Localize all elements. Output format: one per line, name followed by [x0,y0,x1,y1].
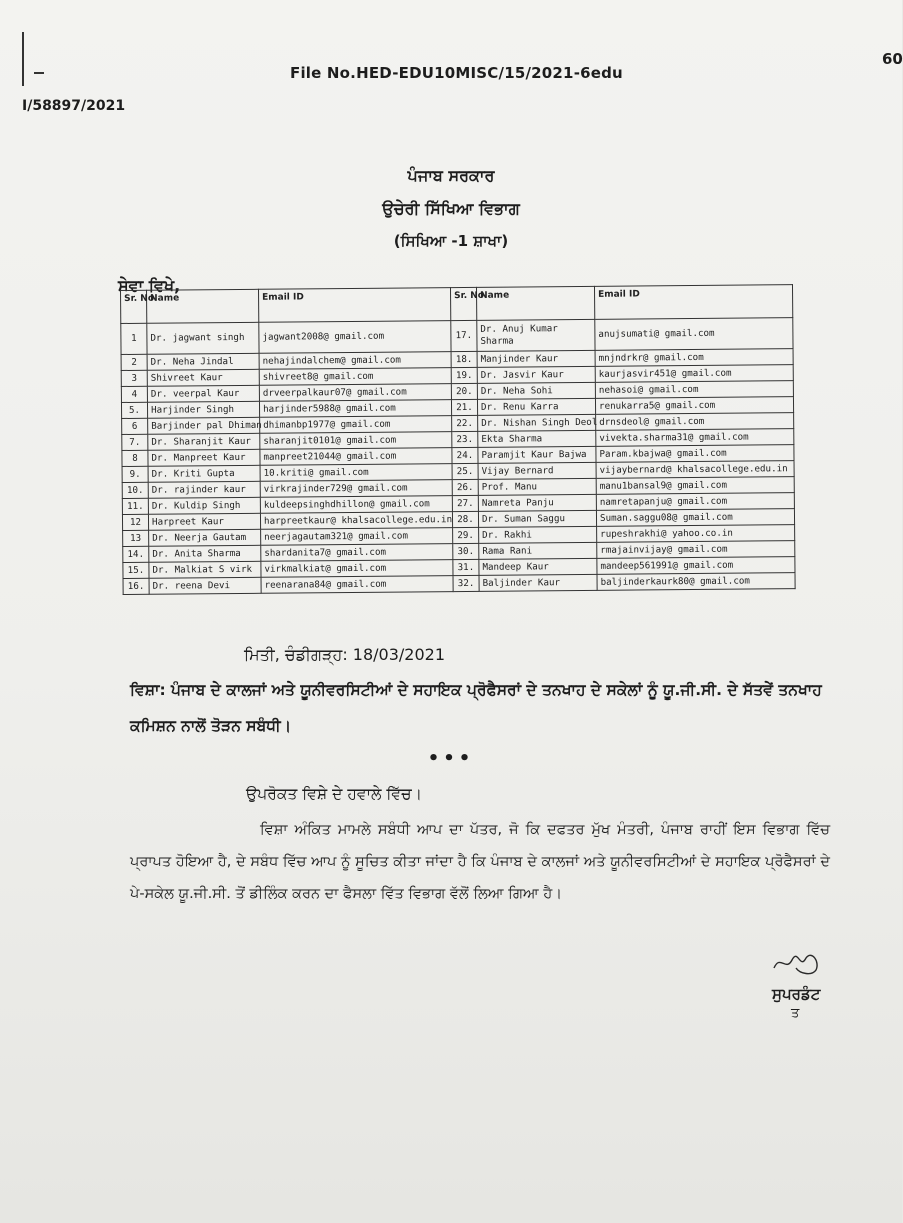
right-name-cell: Dr. Suman Saggu [478,510,596,527]
right-sr-cell: 19. [451,367,477,383]
right-name-cell: Dr. Jasvir Kaur [477,366,595,383]
left-sr-cell: 15. [123,562,149,578]
left-sr-cell: 1 [121,323,147,354]
right-name-cell: Dr. Neha Sohi [477,382,595,399]
left-email-cell: nehajindalchem@ gmail.com [259,352,451,370]
left-email-cell: harjinder5988@ gmail.com [259,400,451,418]
subject: ਵਿਸ਼ਾ: ਪੰਜਾਬ ਦੇ ਕਾਲਜਾਂ ਅਤੇ ਯੂਨੀਵਰਸਿਟੀਆਂ ਦੇ ਸਹਾਇਕ ਪ੍ਰੋਫੈਸਰਾਂ ਦੇ ਤਨਖਾਹ ਦੇ ਸਕੇਲਾਂ ਨੂੰ ਯੂ.ਜੀ.ਸੀ. ਦੇ ਸੱਤਵੇਂ ਤਨਖਾਹ ਕਮਿਸ਼ਨ ਨਾਲੋਂ ਤੋੜਨ ਸਬੰਧੀ। [130,681,822,735]
left-sr-cell: 12 [122,514,148,530]
right-name-cell: Rama Rani [479,542,597,559]
right-name-cell: Mandeep Kaur [479,558,597,575]
right-sr-cell: 23. [452,431,478,447]
right-name-cell: Namreta Panju [478,494,596,511]
left-name-cell: Harpreet Kaur [148,513,260,530]
right-sr-cell: 22. [452,415,478,431]
left-sr-cell: 5. [121,402,147,418]
left-email-cell: jagwant2008@ gmail.com [259,321,451,354]
left-email-cell: kuldeepsinghdhillon@ gmail.com [260,496,452,514]
right-sr-cell: 20. [451,383,477,399]
right-email-cell: drnsdeol@ gmail.com [596,413,794,431]
left-name-cell: Dr. rajinder kaur [148,481,260,498]
left-email-cell: neerjagautam321@ gmail.com [261,528,453,546]
left-name-cell: Dr. Malkiat S virk [149,561,261,578]
initial-mark: ਤ [791,1006,800,1021]
right-email-cell: namretapanju@ gmail.com [596,493,794,511]
left-name-cell: Dr. jagwant singh [147,322,259,354]
right-email-cell: mandeep561991@ gmail.com [597,557,795,575]
right-name-cell: Vijay Bernard [478,462,596,479]
left-sr-cell: 16. [123,578,149,594]
left-email-cell: shivreet8@ gmail.com [259,368,451,386]
right-sr-cell: 26. [452,479,478,495]
salutation: ਸੇਵਾ ਵਿਖੇ, [118,276,181,295]
right-sr-cell: 25. [452,463,478,479]
right-email-cell: vijaybernard@ khalsacollege.edu.in [596,461,794,479]
right-name-cell: Paramjit Kaur Bajwa [478,446,596,463]
right-email-cell: Suman.saggu08@ gmail.com [596,509,794,527]
left-name-cell: Dr. Manpreet Kaur [148,449,260,466]
left-email-cell: dhimanbp1977@ gmail.com [260,416,452,434]
header-name: Name [147,289,259,323]
left-name-cell: Dr. reena Devi [149,577,261,594]
header-email: Email ID [594,285,792,320]
right-email-cell: nehasoi@ gmail.com [595,381,793,399]
margin-mark [22,32,24,86]
right-name-cell: Dr. Rakhi [479,526,597,543]
left-sr-cell: 9. [122,466,148,482]
header-sr: Sr. No. [450,287,476,320]
left-sr-cell: 14. [123,546,149,562]
right-email-cell: manu1bansal9@ gmail.com [596,477,794,495]
right-email-cell: renukarra5@ gmail.com [595,397,793,415]
left-name-cell: Dr. Kriti Gupta [148,465,260,482]
left-email-cell: shardanita7@ gmail.com [261,544,453,562]
right-name-cell: Baljinder Kaur [479,574,597,591]
right-sr-cell: 18. [451,351,477,367]
right-sr-cell: 21. [451,399,477,415]
left-name-cell: Dr. Neha Jindal [147,353,259,370]
left-email-cell: 10.kriti@ gmail.com [260,464,452,482]
department-title: ਉਚੇਰੀ ਸਿੱਖਿਆ ਵਿਭਾਗ [382,199,520,218]
left-name-cell: Shivreet Kaur [147,369,259,386]
body-paragraph [130,814,830,910]
left-sr-cell: 7. [122,434,148,450]
right-email-cell: mnjndrkr@ gmail.com [595,349,793,367]
right-email-cell: Param.kbajwa@ gmail.com [596,445,794,463]
left-sr-cell: 6 [122,418,148,434]
designation: ਸੁਪਰਡੰਟ [772,985,821,1003]
right-email-cell: rmajainvijay@ gmail.com [597,541,795,559]
right-sr-cell: 29. [453,527,479,543]
left-sr-cell: 2 [121,354,147,370]
page-number: 60 [882,50,903,68]
right-sr-cell: 24. [452,447,478,463]
left-email-cell: virkrajinder729@ gmail.com [260,480,452,498]
left-email-cell: virkmalkiat@ gmail.com [261,560,453,578]
reference-line: ਉਪਰੋਕਤ ਵਿਸ਼ੇ ਦੇ ਹਵਾਲੇ ਵਿੱਚ। [246,785,423,803]
right-name-cell: Dr. Nishan Singh Deol [478,414,596,431]
margin-mark [34,72,44,74]
left-name-cell: Dr. Kuldip Singh [148,497,260,514]
right-sr-cell: 27. [452,495,478,511]
right-sr-cell: 17. [451,320,477,351]
government-title: ਪੰਜਾਬ ਸਰਕਾਰ [407,166,495,185]
table-body [121,318,795,595]
right-email-cell: anujsumati@ gmail.com [595,318,793,351]
left-name-cell: Barjinder pal Dhiman [148,417,260,434]
reference-number: I/58897/2021 [22,98,126,114]
right-email-cell: baljinderkaurk80@ gmail.com [597,573,795,591]
left-sr-cell: 13 [123,530,149,546]
left-sr-cell: 8 [122,450,148,466]
right-name-cell: Dr. Renu Karra [477,398,595,415]
left-email-cell: manpreet21044@ gmail.com [260,448,452,466]
separator: ••• [427,748,475,769]
left-email-cell: sharanjit0101@ gmail.com [260,432,452,450]
left-email-cell: reenarana84@ gmail.com [261,576,453,594]
right-sr-cell: 32. [453,575,479,591]
left-sr-cell: 10. [122,482,148,498]
header-email: Email ID [258,288,450,323]
right-name-cell: Prof. Manu [478,478,596,495]
left-sr-cell: 3 [121,370,147,386]
left-name-cell: Dr. Anita Sharma [149,545,261,562]
left-sr-cell: 4 [121,386,147,402]
left-name-cell: Dr. veerpal Kaur [147,385,259,402]
left-name-cell: Dr. Sharanjit Kaur [148,433,260,450]
left-name-cell: Harjinder Singh [147,401,259,418]
right-email-cell: kaurjasvir451@ gmail.com [595,365,793,383]
right-email-cell: rupeshrakhi@ yahoo.co.in [597,525,795,543]
header-name: Name [476,286,594,320]
date-line: ਮਿਤੀ, ਚੰਡੀਗੜ੍ਹ: 18/03/2021 [244,645,446,664]
right-sr-cell: 30. [453,543,479,559]
right-sr-cell: 31. [453,559,479,575]
right-name-cell: Ekta Sharma [478,430,596,447]
branch-title: (ਸਿਖਿਆ -1 ਸ਼ਾਖਾ) [393,232,509,250]
body-text: ਵਿਸ਼ਾ ਅੰਕਿਤ ਮਾਮਲੇ ਸਬੰਧੀ ਆਪ ਦਾ ਪੱਤਰ, ਜੋ ਕਿ ਦਫਤਰ ਮੁੱਖ ਮੰਤਰੀ, ਪੰਜਾਬ ਰਾਹੀਂ ਇਸ ਵਿਭਾਗ ਵਿੱਚ ਪ੍ਰਾਪਤ ਹੋਇਆ ਹੈ, ਦੇ ਸਬੰਧ ਵਿੱਚ ਆਪ ਨੂੰ ਸੂਚਿਤ ਕੀਤਾ ਜਾਂਦਾ ਹੈ ਕਿ ਪੰਜਾਬ ਦੇ ਕਾਲਜਾਂ ਅਤੇ ਯੂਨੀਵਰਸਿਟੀਆਂ ਦੇ ਸਹਾਇਕ ਪ੍ਰੋਫੈਸਰਾਂ ਦੇ ਪੇ-ਸਕੇਲ ਯੂ.ਜੀ.ਸੀ. ਤੋਂ ਡੀਲਿੰਕ ਕਰਨ ਦਾ ਫੈਸਲਾ ਵਿੱਤ ਵਿਭਾਗ ਵੱਲੋਂ ਲਿਆ ਗਿਆ ਹੈ। [130,822,830,902]
left-sr-cell: 11. [122,498,148,514]
right-name-cell: Manjinder Kaur [477,350,595,367]
left-email-cell: drveerpalkaur07@ gmail.com [259,384,451,402]
header-sr: Sr. No. [121,290,147,323]
right-name-cell: Dr. Anuj Kumar Sharma [477,319,595,351]
recipients-table [120,284,796,595]
signature-scribble [770,948,824,980]
left-email-cell: harpreetkaur@ khalsacollege.edu.in [260,512,452,530]
file-number: File No.HED-EDU10MISC/15/2021-6edu [290,64,623,82]
right-email-cell: vivekta.sharma31@ gmail.com [596,429,794,447]
left-name-cell: Dr. Neerja Gautam [149,529,261,546]
right-sr-cell: 28. [452,511,478,527]
